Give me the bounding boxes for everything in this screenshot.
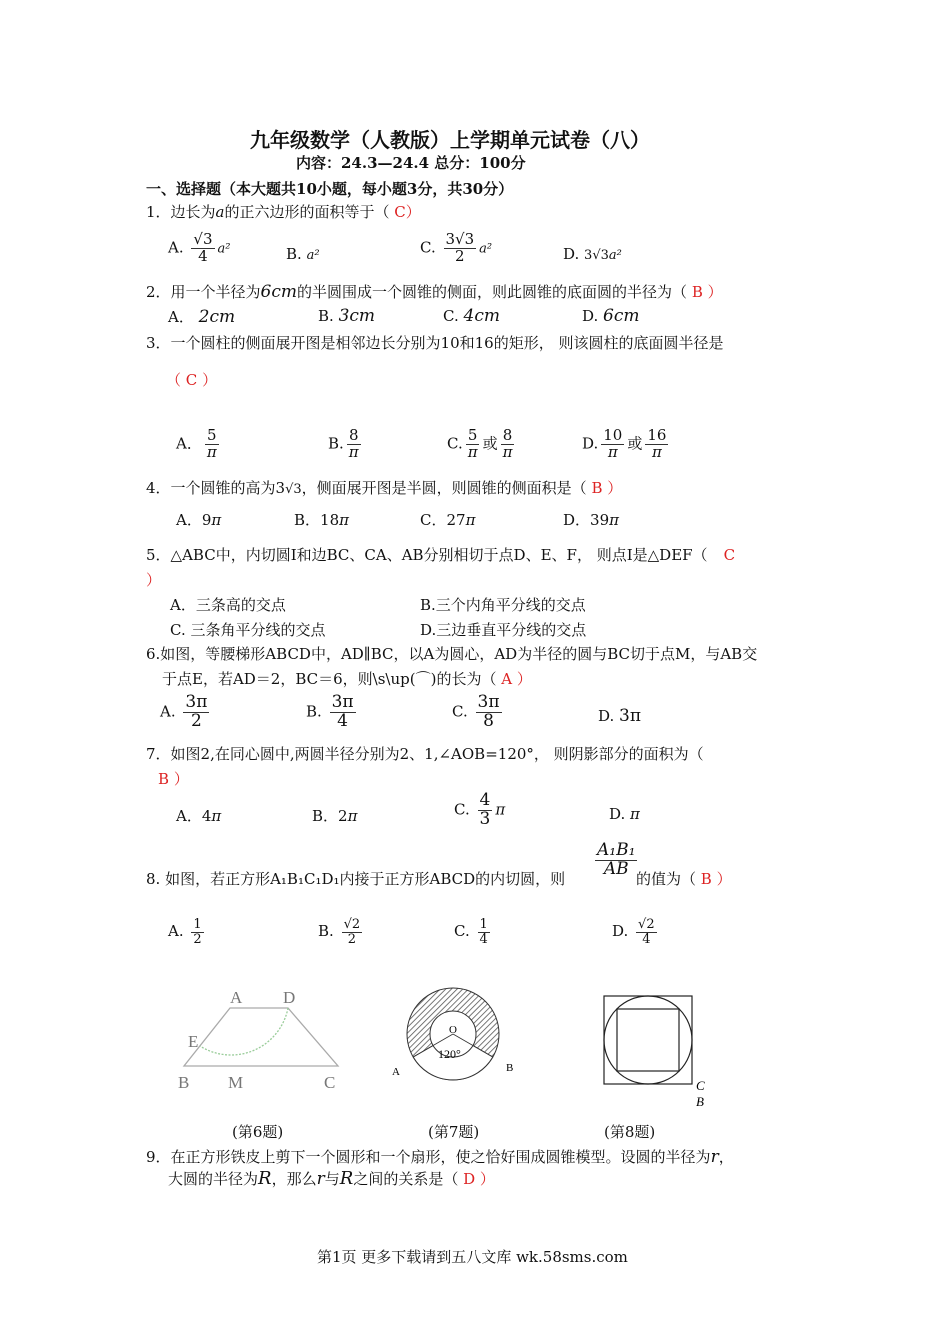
fig7-label-a: A <box>392 1066 400 1078</box>
q4-stem: 4．一个圆锥的高为3 <box>146 479 286 497</box>
q7-b-pi: π <box>347 807 358 825</box>
question-2 <box>146 281 723 302</box>
fig7-angle: 120° <box>438 1047 461 1061</box>
q8-ratio-num: A₁B₁ <box>597 840 636 860</box>
q7-c-label: C. <box>454 800 470 819</box>
q8-stem-end <box>636 868 732 889</box>
q4-answer: B <box>591 479 603 497</box>
question-9-line1 <box>146 1146 734 1167</box>
trapezoid-shape <box>184 1008 338 1066</box>
fig8-label-b: B <box>696 1094 704 1109</box>
q7-c-num: 4 <box>479 790 491 810</box>
question-9-line2 <box>168 1168 495 1189</box>
q8-ratio-den: AB <box>603 858 629 879</box>
q2-stem-b: 的半圆围成一个圆锥的侧面，则此圆锥的底面圆的半径为（ <box>297 283 688 301</box>
q8-a-den: 2 <box>193 931 202 947</box>
fig6-label-c: C <box>324 1073 336 1092</box>
q6-c-label: C. <box>452 702 468 721</box>
q7-option-c <box>454 792 505 829</box>
q7-d-pi: π <box>630 805 640 823</box>
q3-c-label: C. <box>447 434 463 453</box>
q7-b: B．2 <box>312 807 348 825</box>
q9-line2-b: ，那么 <box>271 1170 317 1188</box>
q9-close: ） <box>479 1170 495 1188</box>
q8-c-label: C. <box>454 922 470 941</box>
question-1 <box>146 201 421 222</box>
q5-stem: 5．△ABC中，内切圆I和边BC、CA、AB分别相切于点D、E、F， 则点I是△DEF（ <box>146 546 708 564</box>
q2-c-label: C. <box>443 307 459 325</box>
q8-c-den: 4 <box>479 931 488 947</box>
q7-c-pi: π <box>495 800 506 819</box>
q8-stem: 8. 如图，若正方形A₁B₁C₁D₁内接于正方形ABCD的内切圆，则 <box>146 870 566 888</box>
figure-8 <box>598 992 718 1110</box>
q8-stem-b: 的值为（ <box>636 870 697 888</box>
q1-d-label: D. <box>563 245 580 263</box>
q2-d-label: D. <box>582 307 599 325</box>
section-heading: 一、选择题（本大题共10小题，每小题3分，共30分） <box>146 180 514 198</box>
q2-a-label: A． <box>168 308 194 326</box>
figure-7 <box>388 984 518 1084</box>
q6-option-d <box>598 706 641 726</box>
q6-option-b <box>306 694 359 731</box>
figure-6 <box>170 982 360 1094</box>
q7-c-den: 3 <box>479 808 491 829</box>
q2-stem: 2．用一个半径为 <box>146 283 261 301</box>
q9-line1: 9．在正方形铁皮上剪下一个圆形和一个扇形，使之恰好围成圆锥模型。设圆的半径为 <box>146 1148 711 1166</box>
q8-c-num: 1 <box>479 917 488 932</box>
question-4: 4．一个圆锥的高为3√3，侧面展开图是半圆，则圆锥的侧面积是（ B ） <box>146 479 623 497</box>
q7-stem: 7．如图2,在同心圆中,两圆半径分别为2、1,∠AOB=120°， 则阴影部分的面积为（ <box>146 745 704 763</box>
q9-big-r: R <box>258 1168 272 1189</box>
fig6-label-b: B <box>178 1073 190 1092</box>
q7-a-pi: π <box>211 807 222 825</box>
q6-d-label: D. <box>598 707 615 725</box>
q1-c-label: C. <box>420 238 436 257</box>
q3-d-label: D. <box>582 434 599 453</box>
q3-open: （ <box>166 371 182 389</box>
q1-option-b: B. a² <box>286 245 320 263</box>
q5-option-b: B.三个内角平分线的交点 <box>420 596 586 614</box>
fig8-label-c: C <box>696 1078 705 1093</box>
q3-option-c: C. $\frac{5}{\pi}$ 或 $\frac{8}{\pi}$ <box>447 426 513 461</box>
q9-line2-d: 之间的关系是（ <box>353 1170 459 1188</box>
q9-comma: ， <box>718 1148 734 1166</box>
q1-option-c: C. $\frac{3√3}{2}$ a² <box>420 230 493 265</box>
q4-c-pi: π <box>465 511 476 529</box>
q7-option-b <box>312 805 357 826</box>
q2-radius: 6cm <box>260 282 298 302</box>
q5-option-d: D.三边垂直平分线的交点 <box>420 621 587 639</box>
q6-b-label: B. <box>306 702 322 721</box>
q2-option-b <box>318 306 375 326</box>
q6-option-c <box>452 694 505 731</box>
q4-a-pi: π <box>211 511 222 529</box>
q1-option-a: A. $\frac{√3}{4}$ a² <box>168 230 231 265</box>
q8-d-den: 4 <box>642 931 651 947</box>
q4-c: C．27 <box>420 511 466 529</box>
q4-b-pi: π <box>339 511 349 529</box>
q8-a-num: 1 <box>193 917 202 932</box>
q4-option-b <box>294 509 349 530</box>
q2-b-val: 3cm <box>338 306 376 326</box>
q6-c-num: 3π <box>477 692 500 712</box>
fig7-caption: (第7题) <box>428 1123 480 1141</box>
q4-d: D．39 <box>563 511 610 529</box>
q1-b-label: B. <box>286 245 302 263</box>
q4-a: A．9 <box>176 511 212 529</box>
q6-c-den: 8 <box>483 710 494 731</box>
q9-line2-c: 与 <box>324 1170 340 1188</box>
question-3: 3．一个圆柱的侧面展开图是相邻边长分别为10和16的矩形， 则该圆柱的底面圆半径是 <box>146 334 724 352</box>
q3-answer-line <box>166 369 217 390</box>
fig7-label-b: B <box>506 1062 514 1074</box>
q2-option-c <box>443 306 500 326</box>
q7-answer: B <box>158 770 170 788</box>
q2-b-label: B. <box>318 307 334 325</box>
q2-a-val: 2cm <box>198 307 236 327</box>
q1-answer: C <box>394 203 406 221</box>
fig6-label-d: D <box>283 988 296 1007</box>
q8-d-num: √2 <box>638 917 655 932</box>
q6-b-num: 3π <box>331 692 354 712</box>
q4-b: B．18 <box>294 511 340 529</box>
q9-r: r <box>710 1147 719 1167</box>
fig8-caption: (第8题) <box>604 1123 656 1141</box>
q6-d-val: 3π <box>619 706 642 726</box>
q7-answer-line <box>158 768 189 789</box>
q3-b-label: B. <box>328 434 344 453</box>
q9-line2-a: 大圆的半径为 <box>168 1170 259 1188</box>
fig6-label-a: A <box>230 988 243 1007</box>
q5-answer: C <box>723 546 736 564</box>
q5-close: ） <box>146 571 162 589</box>
q5-option-a: A．三条高的交点 <box>170 596 286 614</box>
q7-option-a <box>176 805 221 826</box>
q6-a-den: 2 <box>190 710 202 731</box>
q1-var: a <box>215 203 225 221</box>
q8-option-a <box>168 918 207 946</box>
question-8 <box>146 868 565 889</box>
q6-option-a <box>160 694 212 731</box>
question-6-line1: 6.如图，等腰梯形ABCD中，AD∥BC，以A为圆心，AD为半径的圆与BC切于点M，与AB交 <box>146 645 758 663</box>
q4-stem-b: ，侧面展开图是半圆，则圆锥的侧面积是（ <box>301 479 587 497</box>
arc-de <box>200 1008 288 1055</box>
q3-answer: C <box>185 371 198 389</box>
q2-answer: B <box>691 283 703 301</box>
page-subtitle: 内容：24.3—24.4 总分：100分 <box>296 154 526 172</box>
inner-square <box>617 1009 679 1071</box>
q6-a-label: A. <box>160 702 176 721</box>
q4-option-a <box>176 509 221 530</box>
fig7-label-o: O <box>449 1024 457 1036</box>
q6-answer: A <box>501 670 513 688</box>
q1-option-d: D. 3√3a² <box>563 245 622 263</box>
q9-r2: r <box>316 1169 325 1189</box>
q3-a-label: A． <box>176 434 202 453</box>
q8-d-label: D. <box>612 922 629 941</box>
q1-stem: 1．边长为 <box>146 203 216 221</box>
q4-option-c <box>420 509 475 530</box>
q1-a-label: A. <box>168 238 184 257</box>
q6-line2: 于点E，若AD＝2，BC＝6，则\s\up(⌒)的长为（ <box>162 670 497 688</box>
question-7 <box>146 743 704 764</box>
q6-a-num: 3π <box>185 692 208 712</box>
q7-option-d <box>609 805 640 823</box>
q3-or-d: 或 <box>627 434 643 453</box>
q6-b-den: 4 <box>337 710 348 731</box>
q8-option-c <box>454 918 493 946</box>
q3-option-d: D. $\frac{10}{\pi}$ 或 $\frac{16}{\pi}$ <box>582 426 667 461</box>
q1-stem-b: 的正六边形的面积等于（ <box>224 203 390 221</box>
q8-a-label: A. <box>168 922 184 941</box>
q8-b-den: 2 <box>347 931 356 947</box>
q8-b-num: √2 <box>343 917 361 932</box>
q9-big-r2: R <box>339 1168 354 1189</box>
q3-option-b: B. $\frac{8}{\pi}$ <box>328 426 359 461</box>
q8-b-label: B. <box>318 922 334 941</box>
q8-option-b <box>318 918 365 946</box>
q8-option-d <box>612 918 660 946</box>
q1-close: ） <box>405 203 421 221</box>
q7-close: ） <box>173 770 189 788</box>
q2-d-val: 6cm <box>603 306 640 326</box>
q2-option-d <box>582 306 640 326</box>
q9-answer: D <box>463 1170 476 1188</box>
q3-option-a: A． $\frac{5}{\pi}$ <box>176 426 217 461</box>
q8-ratio <box>592 842 640 879</box>
q2-close: ） <box>707 283 723 301</box>
q6-close: ） <box>516 670 532 688</box>
question-6-line2 <box>162 668 532 689</box>
fig6-caption: (第6题) <box>232 1123 284 1141</box>
q5-option-c: C. 三条角平分线的交点 <box>170 621 326 639</box>
fig6-label-e: E <box>188 1032 199 1051</box>
q4-option-d <box>563 509 619 530</box>
page-title: 九年级数学（人教版）上学期单元试卷（八） <box>250 128 650 152</box>
fig6-label-m: M <box>228 1073 244 1092</box>
q4-close: ） <box>607 479 623 497</box>
q2-c-val: 4cm <box>463 306 500 326</box>
question-5 <box>146 544 735 565</box>
q3-close: ） <box>202 371 218 389</box>
q4-d-pi: π <box>609 511 619 529</box>
q2-option-a <box>168 306 235 327</box>
q7-d-label: D. <box>609 805 626 823</box>
q8-answer: B <box>700 870 712 888</box>
q7-a: A．4 <box>176 807 212 825</box>
q3-or-c: 或 <box>482 434 498 453</box>
page-footer: 第1页 更多下载请到五八文库 wk.58sms.com <box>317 1248 628 1266</box>
q8-close: ） <box>716 870 732 888</box>
